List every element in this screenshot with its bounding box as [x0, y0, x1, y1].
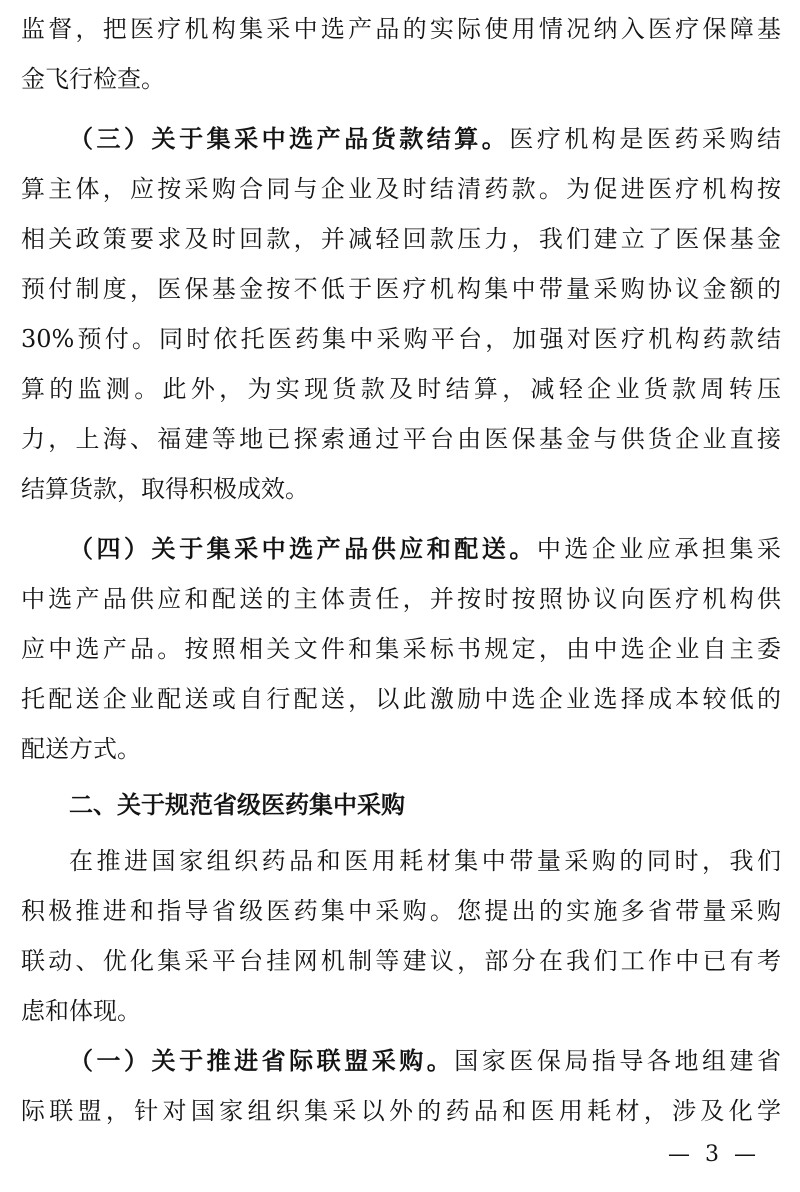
- paragraph-payment-settlement: [21, 114, 781, 514]
- page-number: — 3 —: [668, 1142, 760, 1167]
- paragraph-text: 医疗机构是医药采购结: [509, 125, 782, 153]
- text-line: 中选产品供应和配送的主体责任，并按时按照协议向医疗机构供: [21, 585, 781, 613]
- text-line: 预付制度，医保基金按不低于医疗机构集中带量采购协议金额的: [21, 275, 781, 303]
- text-line: 监督，把医疗机构集采中选产品的实际使用情况纳入医疗保障基: [21, 15, 781, 43]
- paragraph-heading: （三）关于集采中选产品货款结算。: [69, 124, 510, 153]
- section-heading-block: [21, 780, 781, 830]
- paragraph-provincial-procurement: [21, 836, 781, 1036]
- text-line: 积极推进和指导省级医药集中采购。您提出的实施多省带量采购: [21, 897, 781, 925]
- text-line: 算的监测。此外，为实现货款及时结算，减轻企业货款周转压: [21, 375, 781, 403]
- paragraph-first-line: [21, 524, 781, 574]
- paragraph-first-line: [21, 114, 781, 164]
- text-line: 虑和体现。: [21, 997, 141, 1025]
- paragraph-supply-distribution: [21, 524, 781, 774]
- paragraph-continuation: [21, 4, 781, 104]
- text-line: 际联盟，针对国家组织集采以外的药品和医用耗材，涉及化学: [21, 1097, 781, 1125]
- text-line: 力，上海、福建等地已探索通过平台由医保基金与供货企业直接: [21, 425, 781, 453]
- paragraph-text: 国家医保局指导各地组建省: [454, 1047, 782, 1075]
- paragraph-text: 中选企业应承担集采: [536, 535, 782, 563]
- text-line: 托配送企业配送或自行配送，以此激励中选企业选择成本较低的: [21, 685, 781, 713]
- paragraph-heading: （四）关于集采中选产品供应和配送。: [69, 534, 537, 563]
- text-line: 金飞行检查。: [21, 65, 165, 93]
- section-heading: 二、关于规范省级医药集中采购: [69, 791, 405, 819]
- text-line: 算主体，应按采购合同与企业及时结清药款。为促进医疗机构按: [21, 175, 781, 203]
- text-line: 配送方式。: [21, 735, 141, 763]
- text-line: 30%预付。同时依托医药集中采购平台，加强对医疗机构药款结: [21, 325, 781, 353]
- paragraph-first-line: 在推进国家组织药品和医用耗材集中带量采购的同时，我们: [69, 847, 781, 875]
- paragraph-interprovincial-alliance: [21, 1036, 781, 1136]
- text-line: 联动、优化集采平台挂网机制等建议，部分在我们工作中已有考: [21, 947, 781, 975]
- text-line: 应中选产品。按照相关文件和集采标书规定，由中选企业自主委: [21, 635, 781, 663]
- text-line: 结算货款，取得积极成效。: [21, 475, 309, 503]
- paragraph-first-line: [21, 1036, 781, 1086]
- paragraph-heading: （一）关于推进省际联盟采购。: [69, 1046, 455, 1075]
- text-line: 相关政策要求及时回款，并减轻回款压力，我们建立了医保基金: [21, 225, 781, 253]
